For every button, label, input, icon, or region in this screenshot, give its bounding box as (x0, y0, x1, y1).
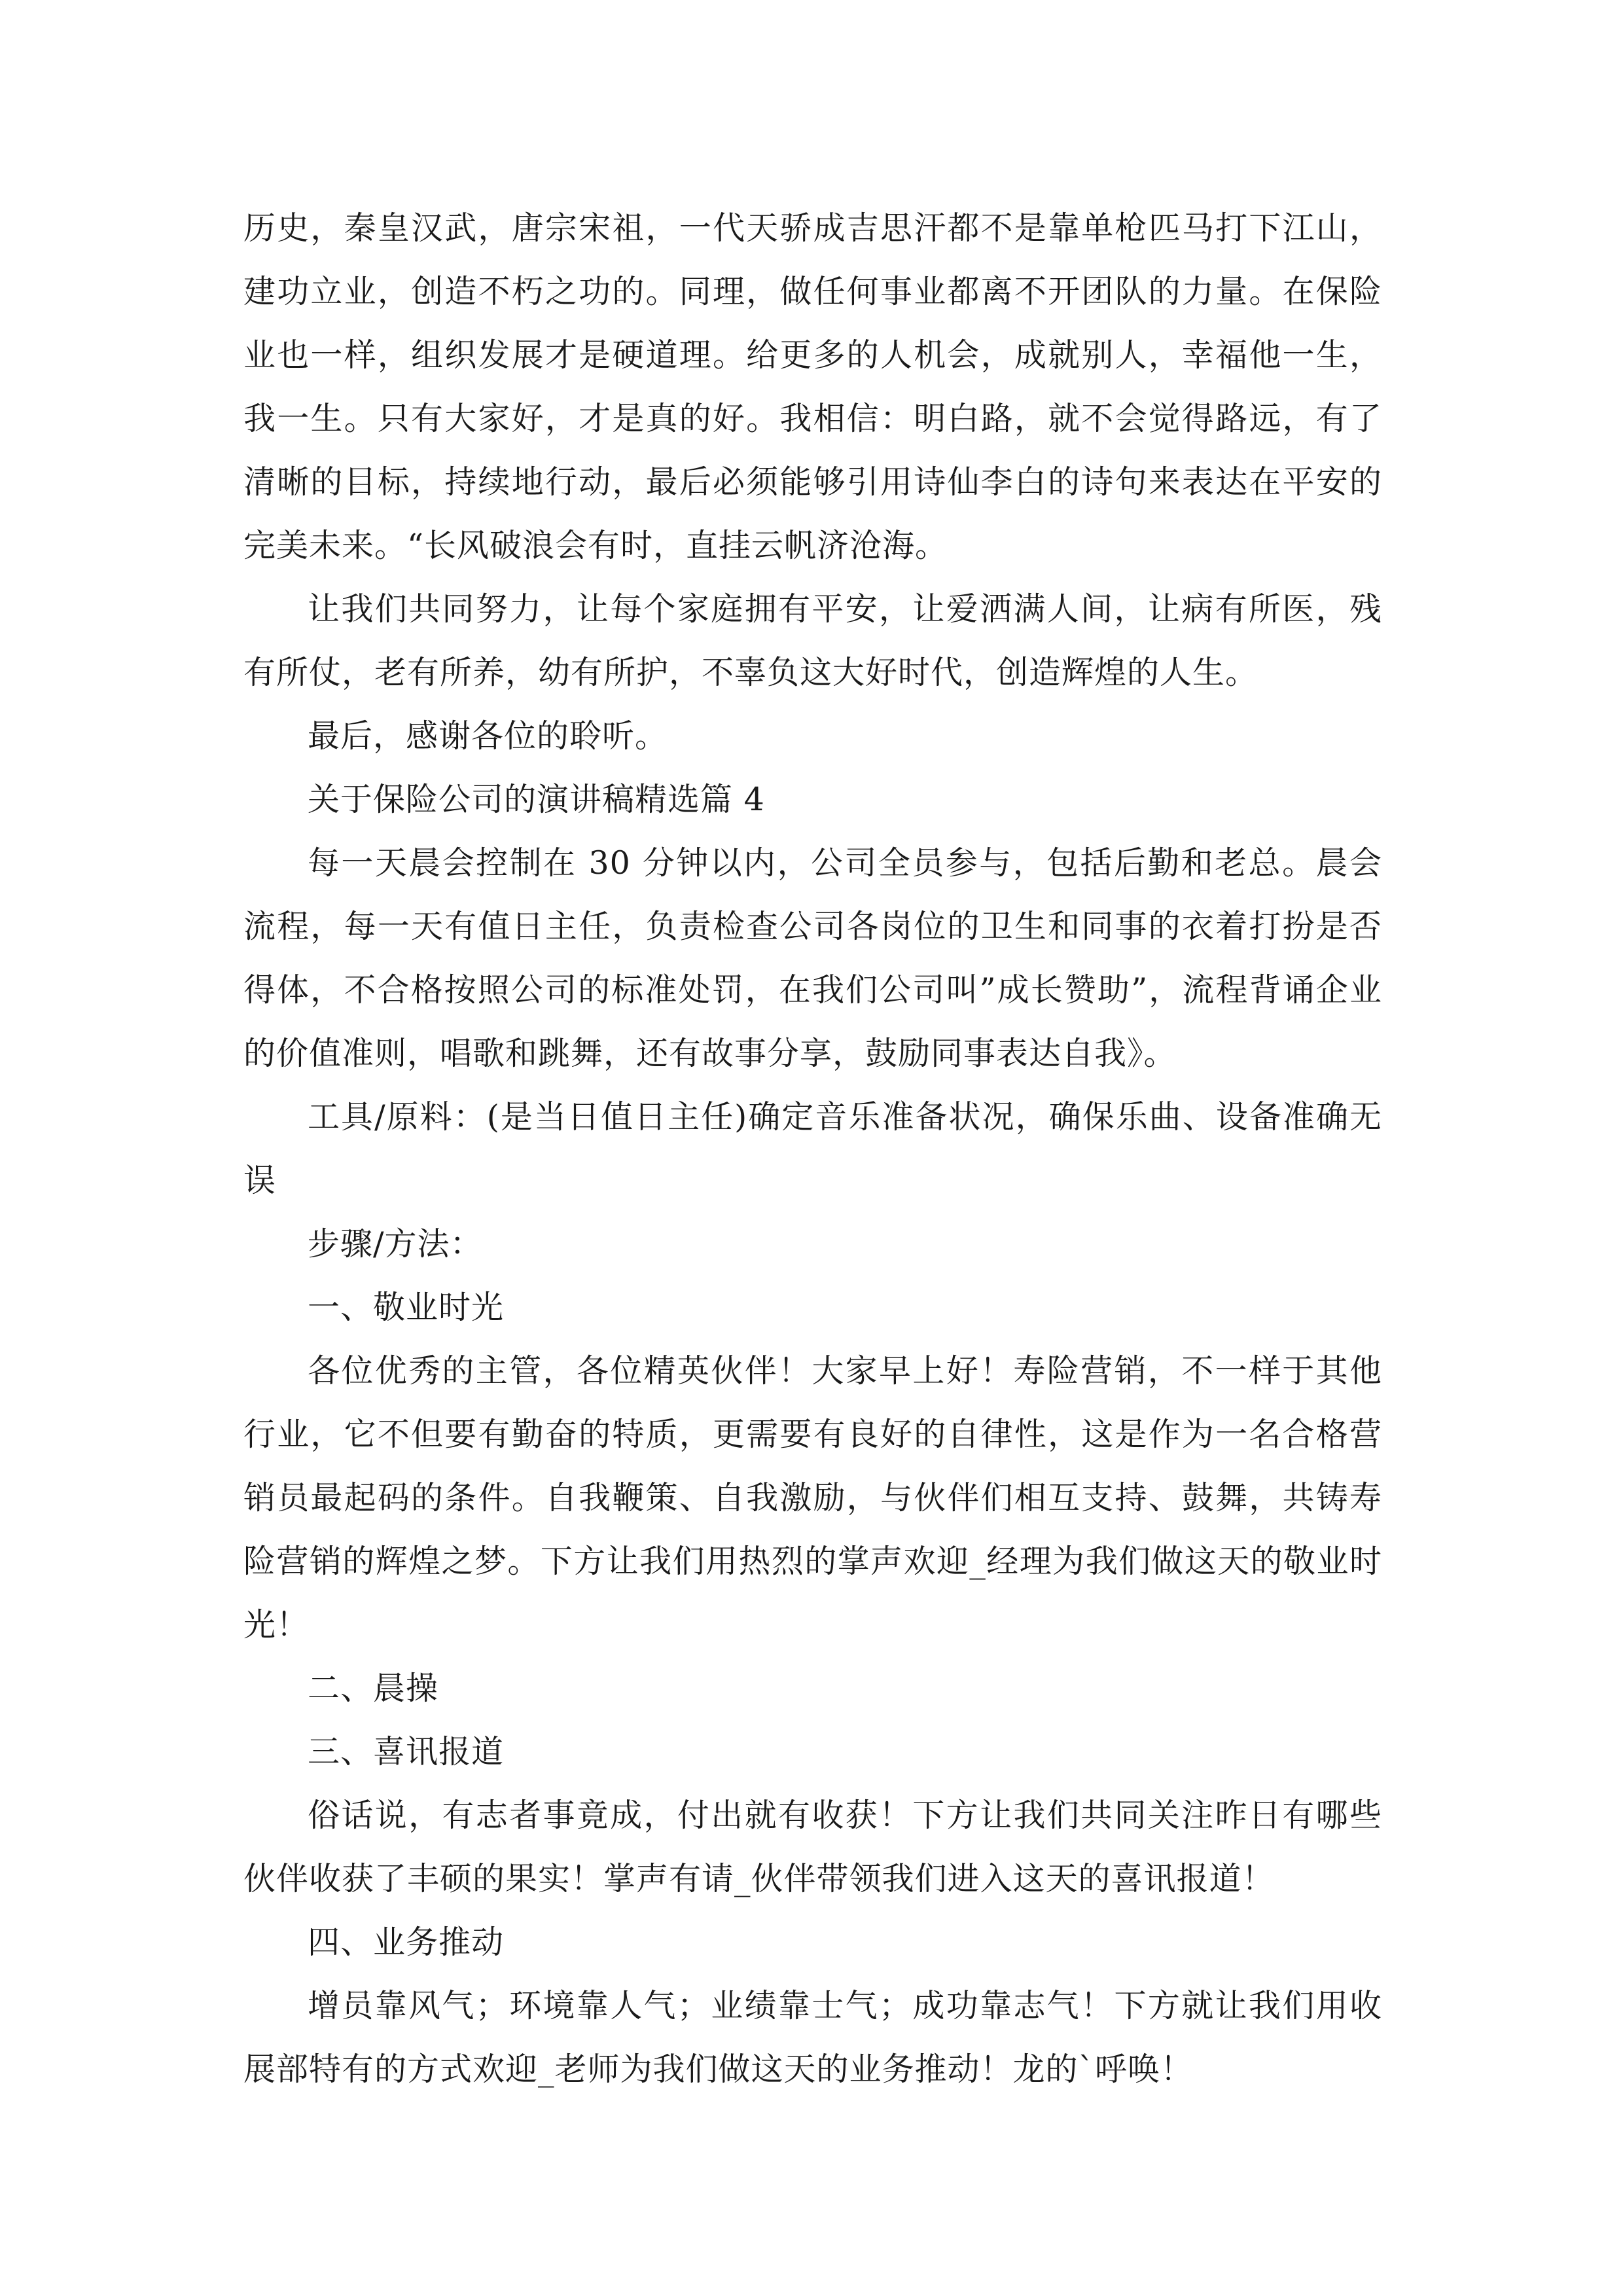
paragraph-step-4: 增员靠风气；环境靠人气；业绩靠士气；成功靠志气！下方就让我们用收展部特有的方式欢迎_老师为我们做这天的业务推动！龙的`呼唤！ (243, 1987, 1382, 2088)
paragraph-morning-meeting: 每一天晨会控制在 30 分钟以内，公司全员参与，包括后勤和老总。晨会流程，每一天有值日主任，负责检查公司各岗位的卫生和同事的衣着打扮是否得体，不合格按照公司的标准处罚，在我们公司叫”成长赞助”，流程背诵企业的价值准则，唱歌和跳舞，还有故事分享，鼓励同事表达自我》。 (243, 844, 1382, 1072)
step-heading-1: 一、敬业时光 (308, 1289, 505, 1326)
paragraph-effort: 让我们共同努力，让每个家庭拥有平安，让爱洒满人间，让病有所医，残有所仗，老有所养，幼有所护，不辜负这大好时代，创造辉煌的人生。 (243, 590, 1382, 691)
step-heading-4: 四、业务推动 (308, 1924, 505, 1961)
paragraph-thanks: 最后，感谢各位的聆听。 (308, 717, 668, 755)
paragraph-step-1: 各位优秀的主管，各位精英伙伴！大家早上好！寿险营销，不一样于其他行业，它不但要有勤奋的特质，更需要有良好的自律性，这是作为一名合格营销员最起码的条件。自我鞭策、自我激励，与伙伴们相互支持、鼓舞，共铸寿险营销的辉煌之梦。下方让我们用热烈的掌声欢迎_经理为我们做这天的敬业时光！ (243, 1352, 1382, 1643)
step-heading-3: 三、喜讯报道 (308, 1733, 505, 1770)
paragraph-step-3: 俗话说，有志者事竟成，付出就有收获！下方让我们共同关注昨日有哪些伙伴收获了丰硕的果实！掌声有请_伙伴带领我们进入这天的喜讯报道！ (243, 1797, 1382, 1897)
document-body (243, 196, 1382, 2101)
paragraph-tools: 工具/原料：(是当日值日主任)确定音乐准备状况，确保乐曲、设备准确无误 (243, 1098, 1382, 1199)
paragraph-history: 历史，秦皇汉武，唐宗宋祖，一代天骄成吉思汗都不是靠单枪匹马打下江山，建功立业，创造不朽之功的。同理，做任何事业都离不开团队的力量。在保险业也一样，组织发展才是硬道理。给更多的人机会，成就别人，幸福他一生，我一生。只有大家好，才是真的好。我相信：明白路，就不会觉得路远，有了清晰的目标，持续地行动，最后必须能够引用诗仙李白的诗句来表达在平安的完美未来。“长风破浪会有时，直挂云帆济沧海。 (243, 209, 1382, 564)
paragraph-steps-label: 步骤/方法： (308, 1225, 483, 1263)
step-heading-2: 二、晨操 (308, 1670, 439, 1707)
section-heading: 关于保险公司的演讲稿精选篇 4 (308, 781, 765, 818)
